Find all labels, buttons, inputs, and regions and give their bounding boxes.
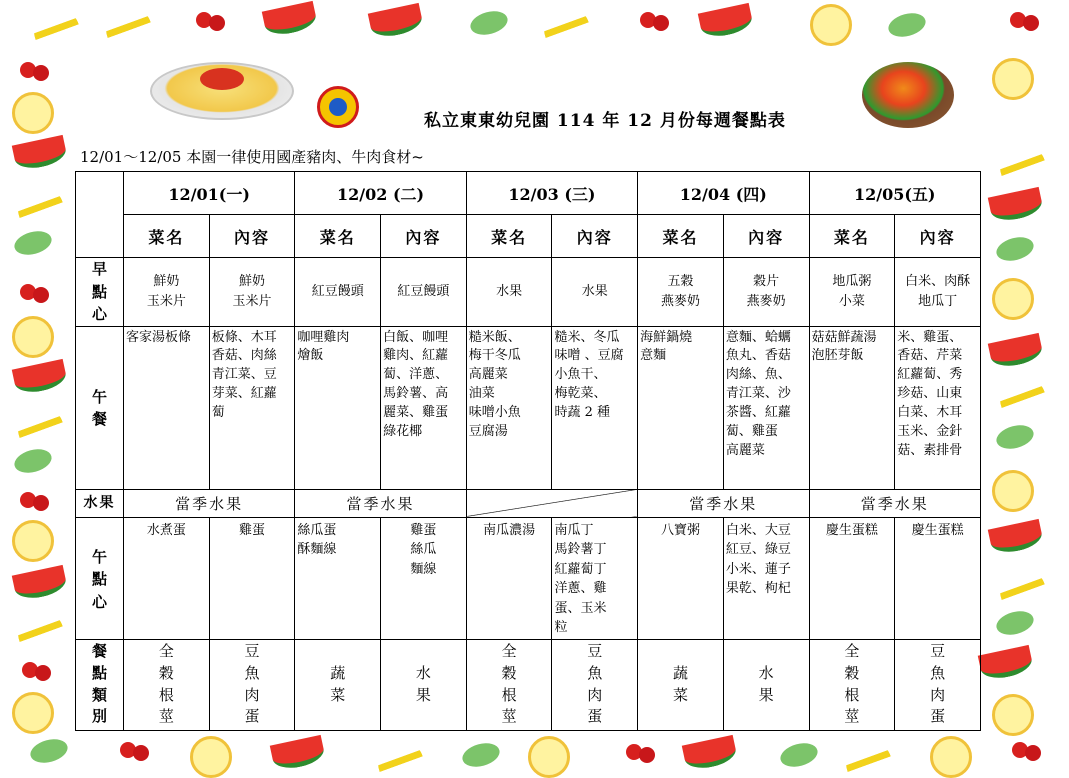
category-fruit: 水 果 (758, 663, 774, 704)
page-subtitle: 12/01～12/05 本園一律使用國產豬肉、牛肉食材~ (80, 148, 424, 166)
leaf-icon (12, 227, 54, 258)
category-protein: 豆 魚 肉 蛋 (244, 642, 260, 726)
lemon-slice-icon (810, 4, 852, 46)
content-header: 內容 (895, 215, 981, 258)
day-header: 12/03 (三) (466, 172, 637, 215)
lemon-slice-icon (528, 736, 570, 778)
lemon-slice-icon (190, 736, 232, 778)
school-logo-icon (317, 86, 359, 128)
banana-icon (11, 399, 63, 438)
weekly-menu-table (75, 171, 981, 731)
leaf-icon (468, 7, 510, 38)
banana-icon (993, 561, 1045, 600)
day-header: 12/04 (四) (638, 172, 809, 215)
lemon-slice-icon (992, 278, 1034, 320)
watermelon-icon (988, 519, 1044, 556)
leaf-icon (994, 607, 1036, 638)
lunch-row (76, 326, 981, 489)
category-group (124, 639, 295, 730)
category-fruit: 水 果 (415, 663, 431, 704)
banana-icon (839, 733, 891, 772)
menu-content: 板條、木耳 香菇、肉絲 青江菜、豆 芽菜、紅蘿 蔔 (209, 326, 295, 489)
leaf-icon (28, 735, 70, 766)
banana-icon (371, 733, 423, 772)
day-header: 12/02 (二) (295, 172, 466, 215)
watermelon-icon (988, 333, 1044, 370)
category-group (295, 639, 466, 730)
watermelon-icon (270, 735, 326, 772)
menu-content: 白米、大豆 紅豆、綠豆 小米、蓮子 果乾、枸杞 (723, 517, 809, 639)
fruit-cell-empty (466, 489, 637, 517)
menu-content: 白米、肉酥 地瓜丁 (895, 258, 981, 327)
day-header: 12/01(一) (124, 172, 295, 215)
cherry-icon (196, 12, 212, 28)
cherry-icon (640, 12, 656, 28)
watermelon-icon (988, 187, 1044, 224)
day-header-row (76, 172, 981, 215)
fruit-cell: 當季水果 (638, 489, 809, 517)
cherry-icon (626, 744, 642, 760)
meal-label-snack: 午 點 心 (76, 517, 124, 639)
content-header: 內容 (381, 215, 467, 258)
food-plate-illustration (150, 62, 294, 120)
food-category-row (76, 639, 981, 730)
meal-label-category: 餐 點 類 別 (76, 639, 124, 730)
watermelon-icon (12, 565, 68, 602)
watermelon-icon (368, 3, 424, 40)
banana-icon (993, 369, 1045, 408)
leaf-icon (778, 739, 820, 770)
column-header-row (76, 215, 981, 258)
lemon-slice-icon (992, 694, 1034, 736)
watermelon-icon (682, 735, 738, 772)
banana-icon (537, 0, 589, 38)
menu-content: 南瓜丁 馬鈴薯丁 紅蘿蔔丁 洋蔥、雞 蛋、玉米 粒 (552, 517, 638, 639)
lemon-slice-icon (12, 520, 54, 562)
category-vegetable: 蔬 菜 (295, 640, 380, 730)
banana-icon (11, 179, 63, 218)
banana-icon (11, 603, 63, 642)
page-title: 私立東東幼兒園 114 年 12 月份每週餐點表 (424, 111, 786, 131)
lemon-slice-icon (992, 58, 1034, 100)
menu-dish: 咖哩雞肉 燴飯 (295, 326, 381, 489)
leaf-icon (886, 9, 928, 40)
category-group (809, 639, 981, 730)
lemon-slice-icon (992, 470, 1034, 512)
category-protein: 豆 魚 肉 蛋 (930, 642, 946, 726)
fruit-cell: 當季水果 (295, 489, 466, 517)
cherry-icon (1010, 12, 1026, 28)
banana-icon (993, 137, 1045, 176)
category-group (466, 639, 637, 730)
watermelon-icon (698, 3, 754, 40)
meal-label-breakfast: 早 點 心 (76, 258, 124, 327)
menu-dish: 客家湯板條 (124, 326, 210, 489)
fruit-cell: 當季水果 (809, 489, 981, 517)
leaf-icon (12, 445, 54, 476)
lemon-slice-icon (12, 316, 54, 358)
content-header: 內容 (209, 215, 295, 258)
menu-content: 鮮奶 玉米片 (209, 258, 295, 327)
menu-content: 米、雞蛋、 香菇、芹菜 紅蘿蔔、秀 珍菇、山東 白菜、木耳 玉米、金針 菇、素排骨 (895, 326, 981, 489)
menu-dish: 紅豆饅頭 (295, 258, 381, 327)
category-vegetable: 蔬 菜 (638, 640, 723, 730)
cherry-icon (20, 492, 36, 508)
meal-label-lunch: 午 餐 (76, 326, 124, 489)
breakfast-row (76, 258, 981, 327)
vegetable-bowl-illustration (862, 62, 954, 128)
menu-content: 穀片 燕麥奶 (723, 258, 809, 327)
dish-header: 菜名 (809, 215, 895, 258)
content-header: 內容 (552, 215, 638, 258)
watermelon-icon (12, 359, 68, 396)
fruit-row (76, 489, 981, 517)
day-header: 12/05(五) (809, 172, 981, 215)
category-protein: 豆 魚 肉 蛋 (587, 642, 603, 726)
watermelon-icon (262, 1, 318, 38)
menu-dish: 慶生蛋糕 (809, 517, 895, 639)
menu-dish: 菇菇鮮蔬湯 泡胚芽飯 (809, 326, 895, 489)
menu-content: 意麵、蛤蠣 魚丸、香菇 肉絲、魚、 青江菜、沙 茶醬、紅蘿 蔔、雞蛋 高麗菜 (723, 326, 809, 489)
menu-dish: 海鮮鍋燒 意麵 (638, 326, 724, 489)
corner-cell (76, 172, 124, 258)
menu-dish: 八寶粥 (638, 517, 724, 639)
menu-content: 慶生蛋糕 (895, 517, 981, 639)
dish-header: 菜名 (295, 215, 381, 258)
menu-content: 糙米、冬瓜 味噌 、豆腐 小魚干、 梅乾菜、 時蔬 2 種 (552, 326, 638, 489)
menu-content: 雞蛋 (209, 517, 295, 639)
fruit-cell: 當季水果 (124, 489, 295, 517)
menu-dish: 絲瓜蛋 酥麵線 (295, 517, 381, 639)
menu-dish: 水果 (466, 258, 552, 327)
menu-content: 白飯、咖哩 雞肉、紅蘿 蔔、洋蔥、 馬鈴薯、高 麗菜、雞蛋 綠花椰 (381, 326, 467, 489)
lemon-slice-icon (930, 736, 972, 778)
banana-icon (99, 0, 151, 38)
lemon-slice-icon (12, 92, 54, 134)
category-grains: 全 穀 根 莖 (810, 640, 895, 730)
category-grains: 全 穀 根 莖 (124, 640, 209, 730)
lemon-slice-icon (12, 692, 54, 734)
menu-dish: 水煮蛋 (124, 517, 210, 639)
menu-content: 水果 (552, 258, 638, 327)
cherry-icon (20, 284, 36, 300)
dish-header: 菜名 (466, 215, 552, 258)
leaf-icon (994, 421, 1036, 452)
cherry-icon (120, 742, 136, 758)
leaf-icon (994, 233, 1036, 264)
dish-header: 菜名 (124, 215, 210, 258)
menu-dish: 地瓜粥 小菜 (809, 258, 895, 327)
afternoon-snack-row (76, 517, 981, 639)
cherry-icon (1012, 742, 1028, 758)
watermelon-icon (12, 135, 68, 172)
menu-dish: 南瓜濃湯 (466, 517, 552, 639)
category-group (638, 639, 809, 730)
cherry-icon (20, 62, 36, 78)
menu-dish: 鮮奶 玉米片 (124, 258, 210, 327)
menu-dish: 五穀 燕麥奶 (638, 258, 724, 327)
content-header: 內容 (723, 215, 809, 258)
meal-label-fruit: 水果 (76, 489, 124, 517)
menu-dish: 糙米飯、 梅干冬瓜 高麗菜 油菜 味噌小魚 豆腐湯 (466, 326, 552, 489)
watermelon-icon (978, 645, 1034, 682)
menu-content: 紅豆饅頭 (381, 258, 467, 327)
dish-header: 菜名 (638, 215, 724, 258)
menu-content: 雞蛋 絲瓜 麵線 (381, 517, 467, 639)
banana-icon (27, 1, 79, 40)
leaf-icon (460, 739, 502, 770)
cherry-icon (22, 662, 38, 678)
category-grains: 全 穀 根 莖 (467, 640, 552, 730)
